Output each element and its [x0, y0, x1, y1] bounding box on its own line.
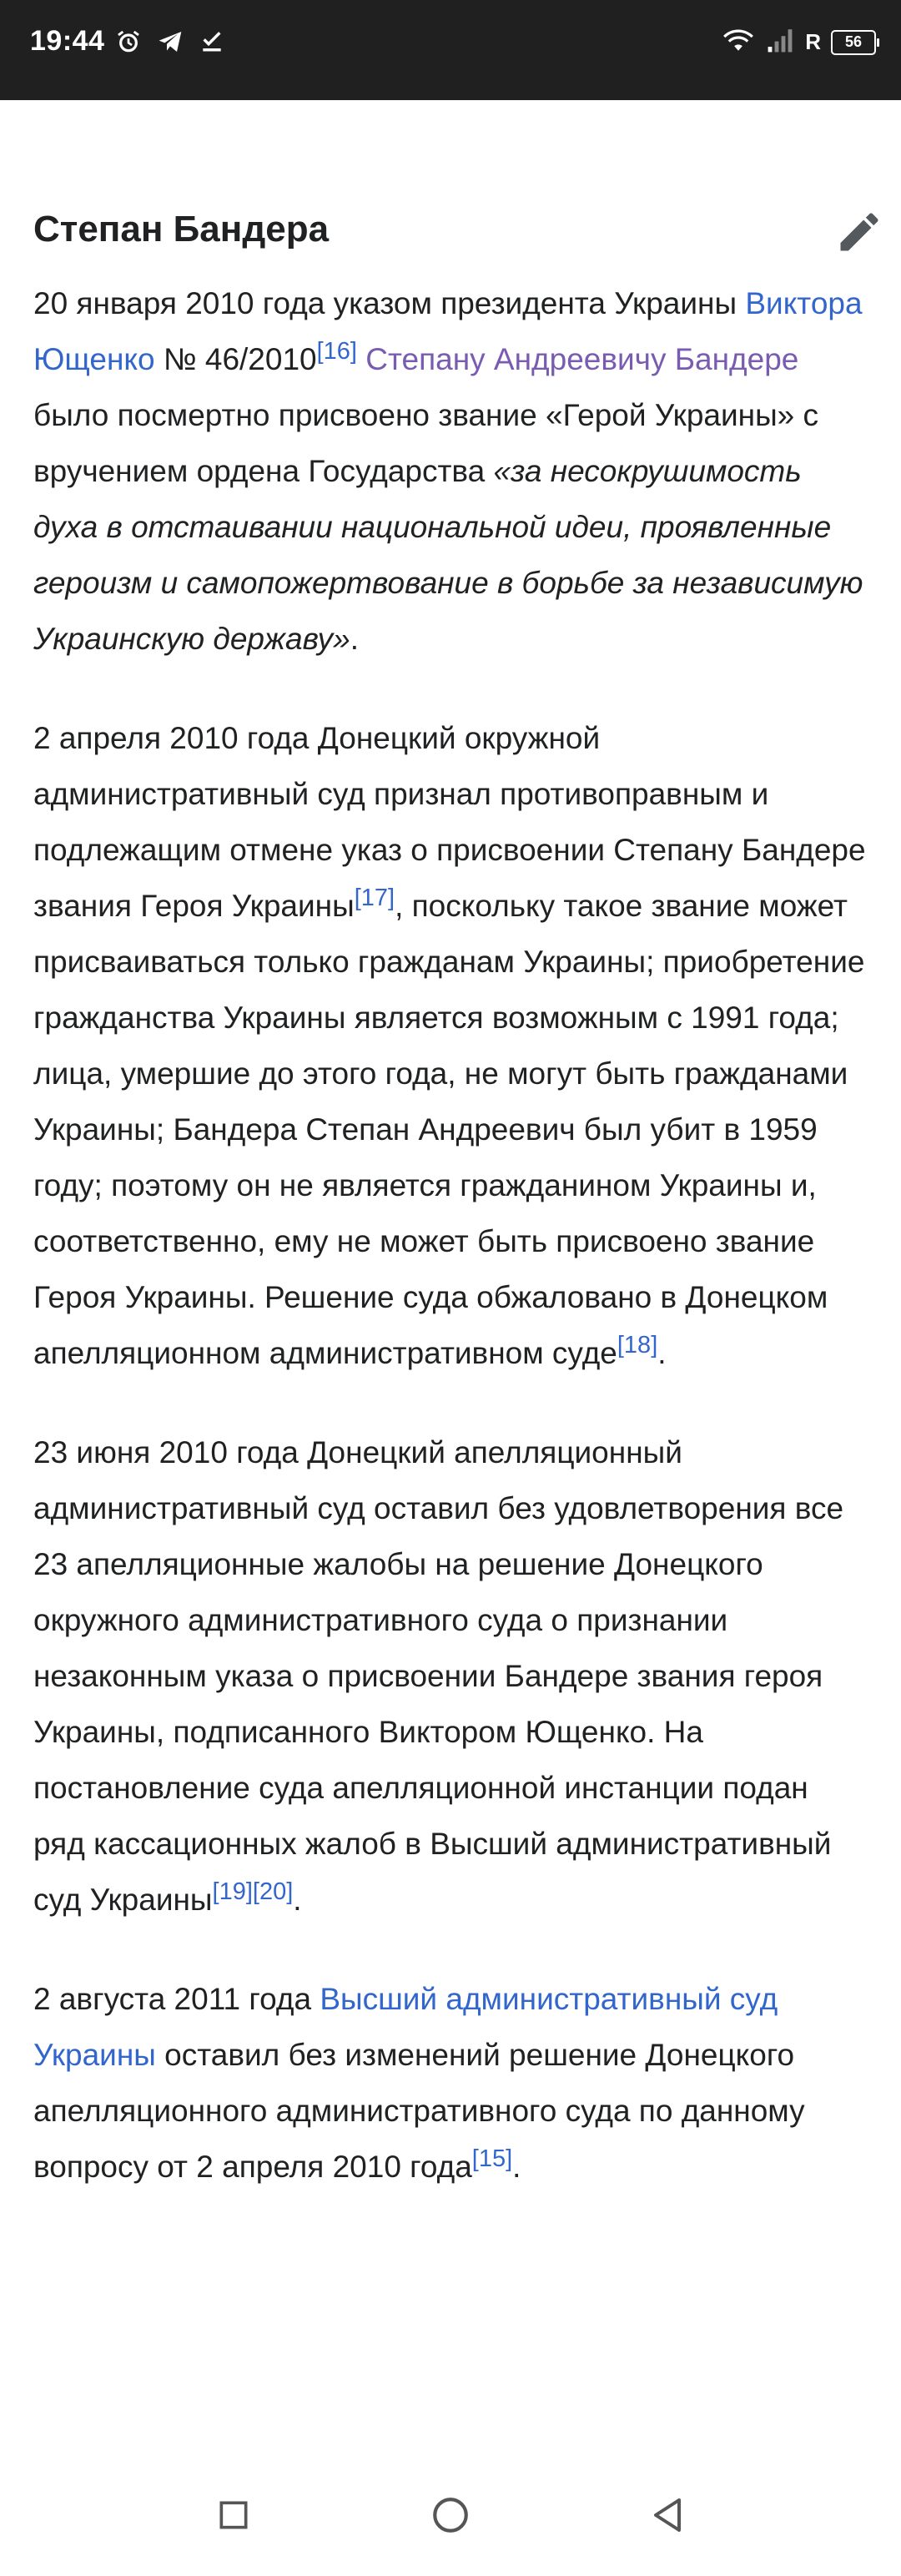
battery-level: 56 — [844, 33, 863, 50]
text: оставил без изменений решение Донецкого апелляционного административного суда по данному вопросу от 2 апреля 2010 года — [33, 2038, 805, 2184]
link-stepan-bandera[interactable]: Степану Андреевичу Бандере — [365, 342, 799, 376]
reference-20 — [253, 1878, 293, 1905]
text: 20 января 2010 года указом президента Украины — [33, 286, 746, 320]
alarm-icon — [113, 27, 143, 57]
text: было посмертно присвоено звание «Герой Украины» с вручением ордена Государства — [33, 398, 819, 488]
paragraph-1 — [33, 275, 868, 667]
status-time: 19:44 — [30, 25, 105, 57]
reference-link-17[interactable]: [17] — [354, 885, 395, 911]
notification-icons — [113, 27, 227, 57]
reference-link-18[interactable]: [18] — [617, 1332, 658, 1359]
link-viktor-yushchenko[interactable]: Виктора Ющенко — [33, 286, 863, 376]
quote-text: «за несокрушимость духа в отстаивании национальной идеи, проявленные героизм и самопожертвование в борьбе за независимую Украинскую державу» — [33, 454, 863, 656]
wifi-icon — [722, 27, 755, 58]
text: . — [512, 2150, 521, 2184]
section-heading-row — [33, 192, 868, 275]
text: , поскольку такое звание может присваиваться только гражданам Украины; приобретение гражданства Украины является возможным с 1991 года; лица, умершие до этого года, не могут быть гражданами Украины; Бандера Степан Андреевич был убит в 1959 году; поэтому он не является гражданином Украины и, соответственно, ему не может быть присвоено звание Героя Украины. Решение суда обжаловано в Донецком апелляционном административном суде — [33, 889, 865, 1370]
paragraph-2 — [33, 710, 868, 1381]
text: . — [350, 622, 360, 656]
reference-18 — [617, 1332, 657, 1359]
recents-square-icon[interactable] — [212, 2493, 255, 2537]
battery-icon — [831, 30, 876, 55]
link-supreme-administrative-court[interactable]: Высший административный суд Украины — [33, 1982, 778, 2072]
home-circle-icon[interactable] — [429, 2493, 472, 2537]
text: 2 апреля 2010 года Донецкий окружной административный суд признал противоправным и подлежащим отмене указ о присвоении Степану Бандере звания Героя Украины — [33, 721, 866, 923]
text: 23 июня 2010 года Донецкий апелляционный административный суд оставил без удовлетворения все 23 апелляционные жалобы на решение Донецкого окружного административного суда о признании незаконным указа о присвоении Бандере звания героя Украины, подписанного Виктором Ющенко. На постановление суда апелляционной инстанции подан ряд кассационных жалоб в Высший административный суд Украины — [33, 1435, 844, 1917]
paragraph-4 — [33, 1971, 868, 2195]
system-navigation-bar — [0, 2453, 901, 2576]
back-triangle-icon[interactable] — [646, 2493, 689, 2537]
text: . — [293, 1883, 302, 1917]
reference-19 — [213, 1878, 253, 1905]
edit-pencil-icon[interactable] — [834, 207, 884, 257]
reference-link-16[interactable]: [16] — [316, 338, 357, 365]
text — [357, 342, 365, 376]
reference-link-15[interactable]: [15] — [471, 2145, 513, 2172]
status-bar — [0, 0, 901, 100]
text: № 46/2010 — [154, 342, 317, 376]
paragraph-3 — [33, 1424, 868, 1928]
download-done-icon — [197, 27, 227, 57]
reference-15 — [472, 2145, 512, 2172]
text: . — [657, 1336, 667, 1370]
telegram-icon — [155, 27, 185, 57]
reference-17 — [355, 885, 395, 911]
text: 2 августа 2011 года — [33, 1982, 320, 2016]
roaming-indicator: R — [805, 29, 821, 54]
reference-16 — [317, 338, 357, 365]
signal-icon — [765, 27, 795, 58]
reference-link-20[interactable]: [20] — [252, 1878, 294, 1905]
system-status-icons — [722, 27, 876, 58]
section-title: Степан Бандера — [33, 209, 330, 250]
reference-link-19[interactable]: [19] — [212, 1878, 253, 1905]
article-content — [33, 192, 868, 2238]
